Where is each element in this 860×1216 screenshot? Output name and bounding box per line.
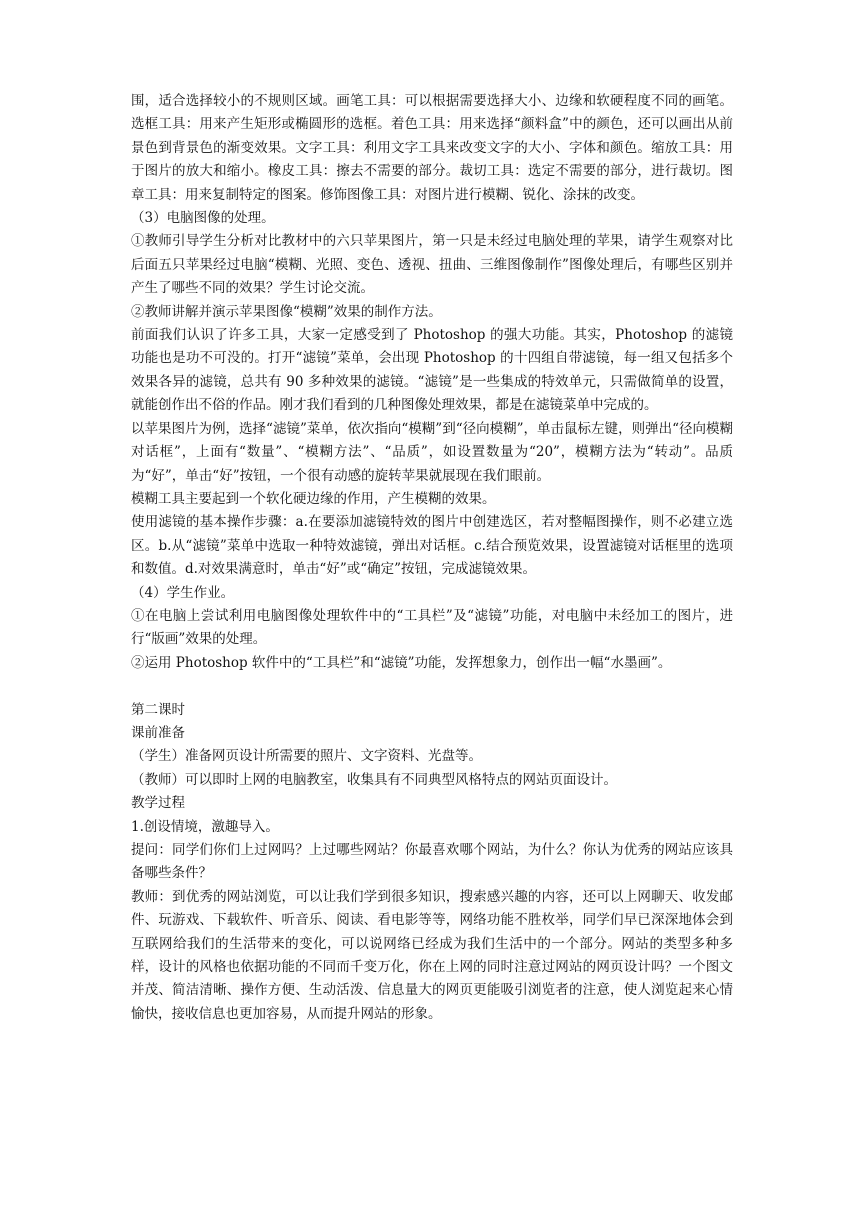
document-page [131, 90, 733, 1026]
paragraph-blur-tool: 模糊工具主要起到一个软化硬边缘的作用，产生模糊的效果。 [131, 490, 496, 507]
paragraph-teacher-preparation: （教师）可以即时上网的电脑教室，收集具有不同典型风格特点的网站页面设计。 [131, 771, 617, 788]
section-spacer [131, 675, 733, 698]
paragraph-heading-student-homework: （4）学生作业。 [131, 584, 235, 601]
paragraph-student-preparation: （学生）准备网页设计所需要的照片、文字资料、光盘等。 [131, 748, 482, 765]
paragraph-step-1: 1.创设情境，激趣导入。 [131, 818, 279, 835]
paragraph-blur-demo: ②教师讲解并演示苹果图像“模糊”效果的制作方法。 [131, 303, 442, 320]
paragraph-question: 提问：同学们你们上过网吗？上过哪些网站？你最喜欢哪个网站，为什么？你认为优秀的网站应该具备哪些条件？ [131, 841, 733, 882]
paragraph-preparation-heading: 课前准备 [131, 724, 185, 741]
paragraph-second-lesson-title: 第二课时 [131, 701, 185, 718]
paragraph-filter-steps: 使用滤镜的基本操作步骤：a.在要添加滤镜特效的图片中创建选区，若对整幅图操作，则不必建立选区。b.从“滤镜”菜单中选取一种特效滤镜，弹出对话框。c.结合预览效果，设置滤镜对话框里的选项和数值。d.对效果满意时，单击“好”或“确定”按钮，完成滤镜效果。 [131, 514, 733, 578]
paragraph-apple-comparison: ①教师引导学生分析对比教材中的六只苹果图片，第一只是未经过电脑处理的苹果，请学生观察对比后面五只苹果经过电脑“模糊、光照、变色、透视、扭曲、三维图像制作”图像处理后，有哪些区别并产生了哪些不同的效果？学生讨论交流。 [131, 233, 733, 297]
paragraph-homework-2: ②运用 Photoshop 软件中的“工具栏”和“滤镜”功能，发挥想象力，创作出一幅“水墨画”。 [131, 654, 672, 671]
paragraph-filter-intro: 前面我们认识了许多工具，大家一定感受到了 Photoshop 的强大功能。其实，Photoshop 的滤镜功能也是功不可没的。打开“滤镜”菜单，会出现 Photoshop 的十四组自带滤镜，每一组又包括多个效果各异的滤镜，总共有 90 多种效果的滤镜。“滤镜”是一些集成的特效单元，只需做简单的设置，就能创作出不俗的作品。刚才我们看到的几种图像处理效果，都是在滤镜菜单中完成的。 [131, 327, 733, 414]
paragraph-tools-description: 围，适合选择较小的不规则区域。画笔工具：可以根据需要选择大小、边缘和软硬程度不同的画笔。选框工具：用来产生矩形或椭圆形的选框。着色工具：用来选择“颜料盒”中的颜色，还可以画出从前景色到背景色的渐变效果。文字工具：利用文字工具来改变文字的大小、字体和颜色。缩放工具：用于图片的放大和缩小。橡皮工具：擦去不需要的部分。裁切工具：选定不需要的部分，进行裁切。图章工具：用来复制特定的图案。修饰图像工具：对图片进行模糊、锐化、涂抹的改变。 [131, 93, 733, 203]
paragraph-heading-image-processing: （3）电脑图像的处理。 [131, 210, 275, 227]
paragraph-homework-1: ①在电脑上尝试利用电脑图像处理软件中的“工具栏”及“滤镜”功能，对电脑中未经加工的图片，进行“版画”效果的处理。 [131, 607, 733, 648]
paragraph-teacher-talk: 教师：到优秀的网站浏览，可以让我们学到很多知识，搜索感兴趣的内容，还可以上网聊天、收发邮件、玩游戏、下载软件、听音乐、阅读、看电影等等，网络功能不胜枚举，同学们早已深深地体会到互联网给我们的生活带来的变化，可以说网络已经成为我们生活中的一个部分。网站的类型多种多样，设计的风格也依据功能的不同而千变万化，你在上网的同时注意过网站的网页设计吗？一个图文并茂、简洁清晰、操作方便、生动活泼、信息量大的网页更能吸引浏览者的注意，使人浏览起来心情愉快，接收信息也更加容易，从而提升网站的形象。 [131, 888, 733, 1022]
paragraph-radial-blur-example: 以苹果图片为例，选择“滤镜”菜单，依次指向“模糊”到“径向模糊”，单击鼠标左键，则弹出“径向模糊对话框”，上面有“数量”、“模糊方法”、“品质”，如设置数量为“20”，模糊方法为“转动”。品质为“好”，单击“好”按钮，一个很有动感的旋转苹果就展现在我们眼前。 [131, 420, 733, 484]
paragraph-teaching-process-heading: 教学过程 [131, 795, 185, 812]
